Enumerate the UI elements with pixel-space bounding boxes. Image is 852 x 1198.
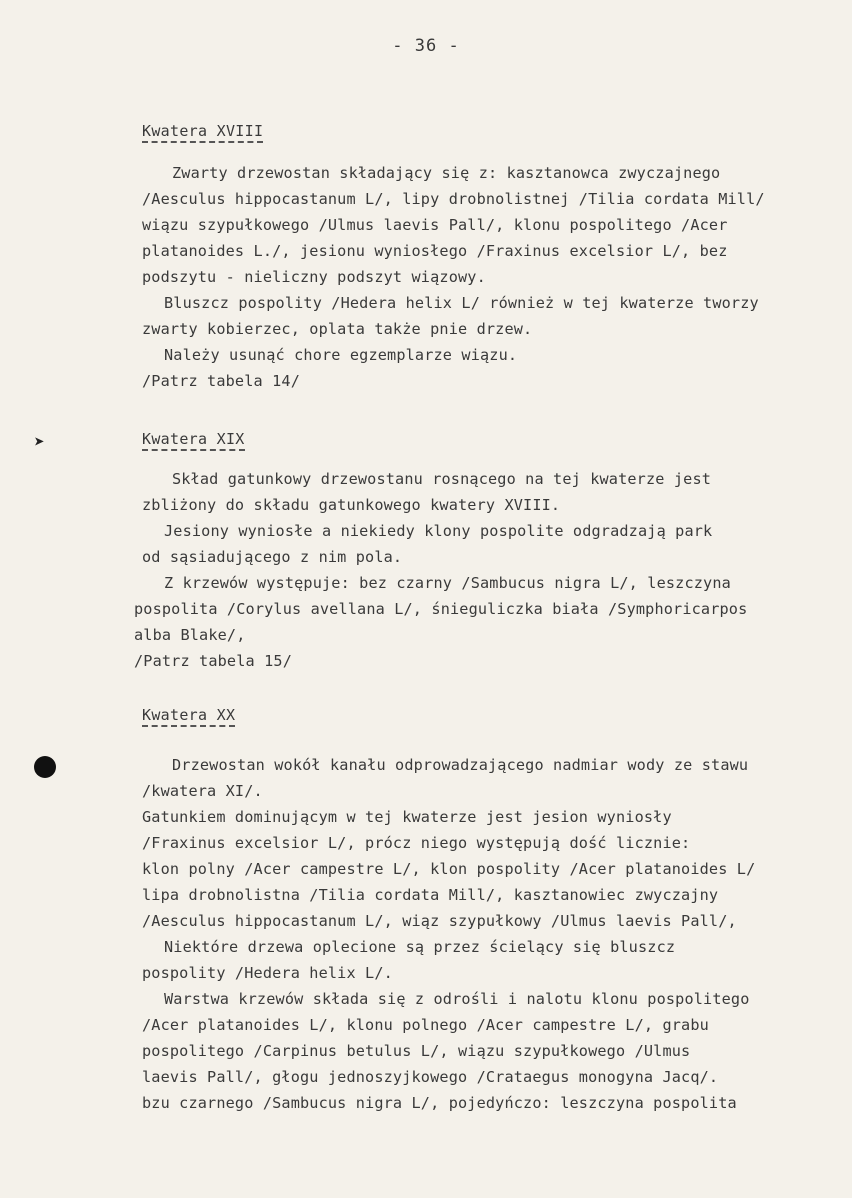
text-line: zwarty kobierzec, oplata także pnie drzew. [142,320,533,338]
text-line: od sąsiadującego z nim pola. [142,548,403,566]
text-line: Niektóre drzewa oplecione są przez ścielący się bluszcz [164,938,676,956]
text-line: Jesiony wyniosłe a niekiedy klony pospolite odgradzają park [164,522,713,540]
text-line: lipa drobnolistna /Tilia cordata Mill/, kasztanowiec zwyczajny [142,886,719,904]
section-heading-xx: Kwatera XX [142,706,235,727]
text-line: laevis Pall/, głogu jednoszyjkowego /Crataegus monogyna Jacq/. [142,1068,719,1086]
text-line: Gatunkiem dominującym w tej kwaterze jest jesion wyniosły [142,808,672,826]
text-line: /kwatera XI/. [142,782,263,800]
text-line: platanoides L./, jesionu wyniosłego /Fraxinus excelsior L/, bez [142,242,728,260]
text-line: Bluszcz pospolity /Hedera helix L/ również w tej kwaterze tworzy [164,294,759,312]
text-line: Warstwa krzewów składa się z odrośli i nalotu klonu pospolitego [164,990,750,1008]
text-line: /Fraxinus excelsior L/, prócz niego występują dość licznie: [142,834,691,852]
page-number: - 36 - [392,36,460,56]
text-line: klon polny /Acer campestre L/, klon pospolity /Acer platanoides L/ [142,860,756,878]
section-heading-xviii: Kwatera XVIII [142,122,263,143]
text-line: /Aesculus hippocastanum L/, lipy drobnolistnej /Tilia cordata Mill/ [142,190,765,208]
text-line: Zwarty drzewostan składający się z: kasztanowca zwyczajnego [172,164,721,182]
section-heading-xix: Kwatera XIX [142,430,245,451]
text-line: wiązu szypułkowego /Ulmus laevis Pall/, klonu pospolitego /Acer [142,216,728,234]
text-line: bzu czarnego /Sambucus nigra L/, pojedyńczo: leszczyna pospolita [142,1094,737,1112]
margin-dot [34,756,56,778]
text-line: /Acer platanoides L/, klonu polnego /Acer campestre L/, grabu [142,1016,709,1034]
text-line: pospolita /Corylus avellana L/, śnieguliczka biała /Symphoricarpos [134,600,748,618]
text-line: /Aesculus hippocastanum L/, wiąz szypułkowy /Ulmus laevis Pall/, [142,912,737,930]
text-line: /Patrz tabela 14/ [142,372,300,390]
text-line: Z krzewów występuje: bez czarny /Sambucus nigra L/, leszczyna [164,574,731,592]
text-line: Drzewostan wokół kanału odprowadzającego nadmiar wody ze stawu [172,756,749,774]
margin-arrow-icon: ➤ [34,432,45,453]
text-line: Należy usunąć chore egzemplarze wiązu. [164,346,518,364]
text-line: pospolitego /Carpinus betulus L/, wiązu szypułkowego /Ulmus [142,1042,691,1060]
text-line: alba Blake/, [134,626,246,644]
text-line: podszytu - nieliczny podszyt wiązowy. [142,268,486,286]
text-line: /Patrz tabela 15/ [134,652,292,670]
text-line: Skład gatunkowy drzewostanu rosnącego na tej kwaterze jest [172,470,712,488]
text-line: zbliżony do składu gatunkowego kwatery XVIII. [142,496,561,514]
text-line: pospolity /Hedera helix L/. [142,964,393,982]
